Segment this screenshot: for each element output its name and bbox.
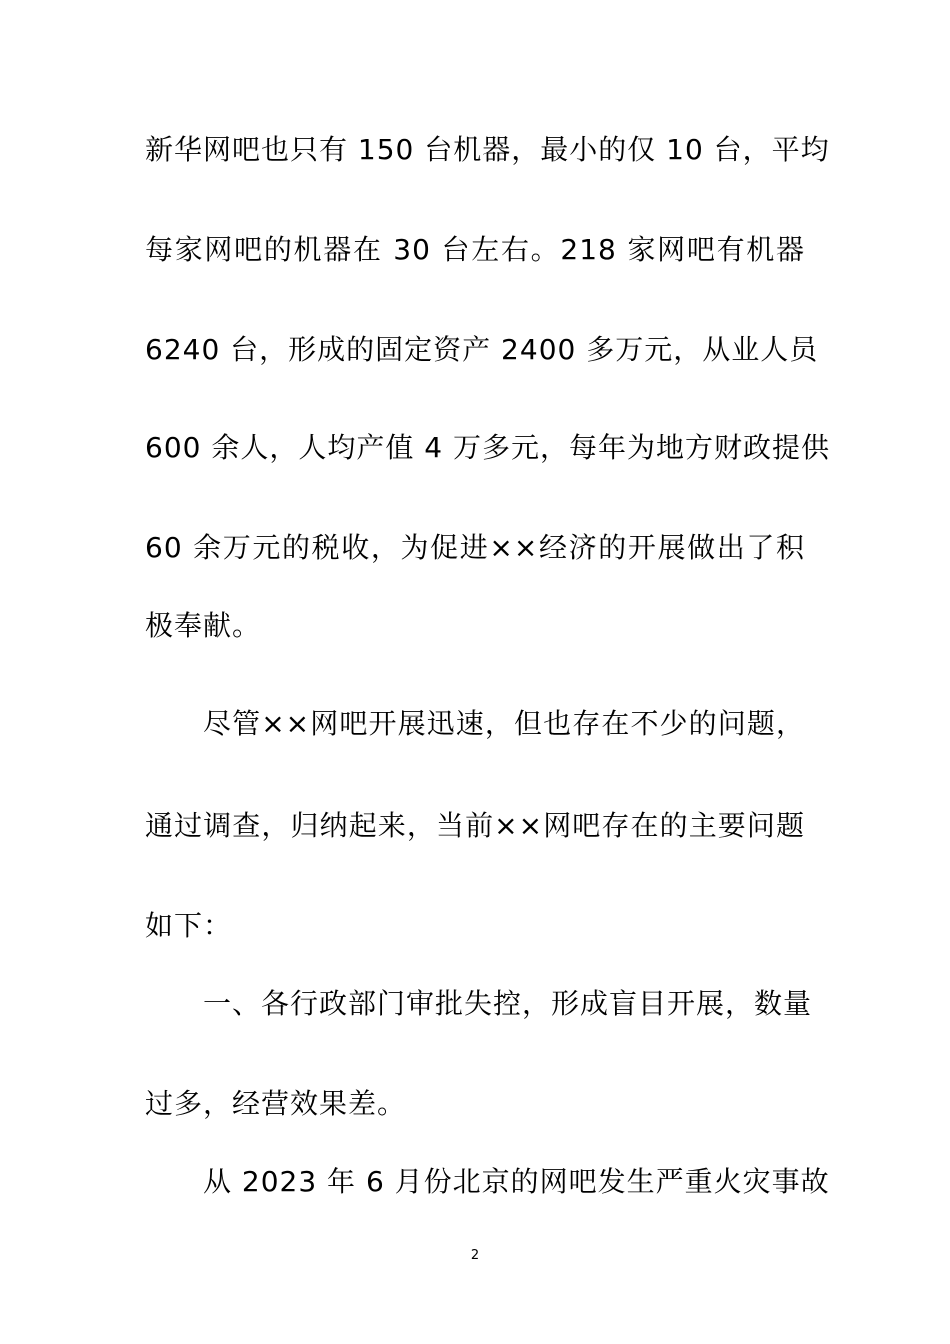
text-line: 通过调查，归纳起来，当前××网吧存在的主要问题 bbox=[145, 809, 805, 842]
text-line: 极奉献。 bbox=[145, 609, 262, 642]
text-line: 过多，经营效果差。 bbox=[145, 1087, 407, 1120]
page-number: 2 bbox=[470, 1248, 480, 1263]
text-line: 如下： bbox=[145, 909, 233, 942]
text-line: 60 余万元的税收，为促进××经济的开展做出了积 bbox=[145, 531, 805, 564]
text-line: 尽管××网吧开展迅速，但也存在不少的问题， bbox=[203, 707, 805, 740]
text-line: 6240 台，形成的固定资产 2400 多万元，从业人员 bbox=[145, 333, 819, 366]
text-line: 每家网吧的机器在 30 台左右。218 家网吧有机器 bbox=[145, 233, 805, 266]
text-line: 一、各行政部门审批失控，形成盲目开展，数量 bbox=[203, 987, 813, 1020]
text-line: 新华网吧也只有 150 台机器，最小的仅 10 台，平均 bbox=[145, 133, 830, 166]
text-line: 600 余人，人均产值 4 万多元，每年为地方财政提供 bbox=[145, 431, 830, 464]
text-line: 从 2023 年 6 月份北京的网吧发生严重火灾事故 bbox=[203, 1165, 830, 1198]
